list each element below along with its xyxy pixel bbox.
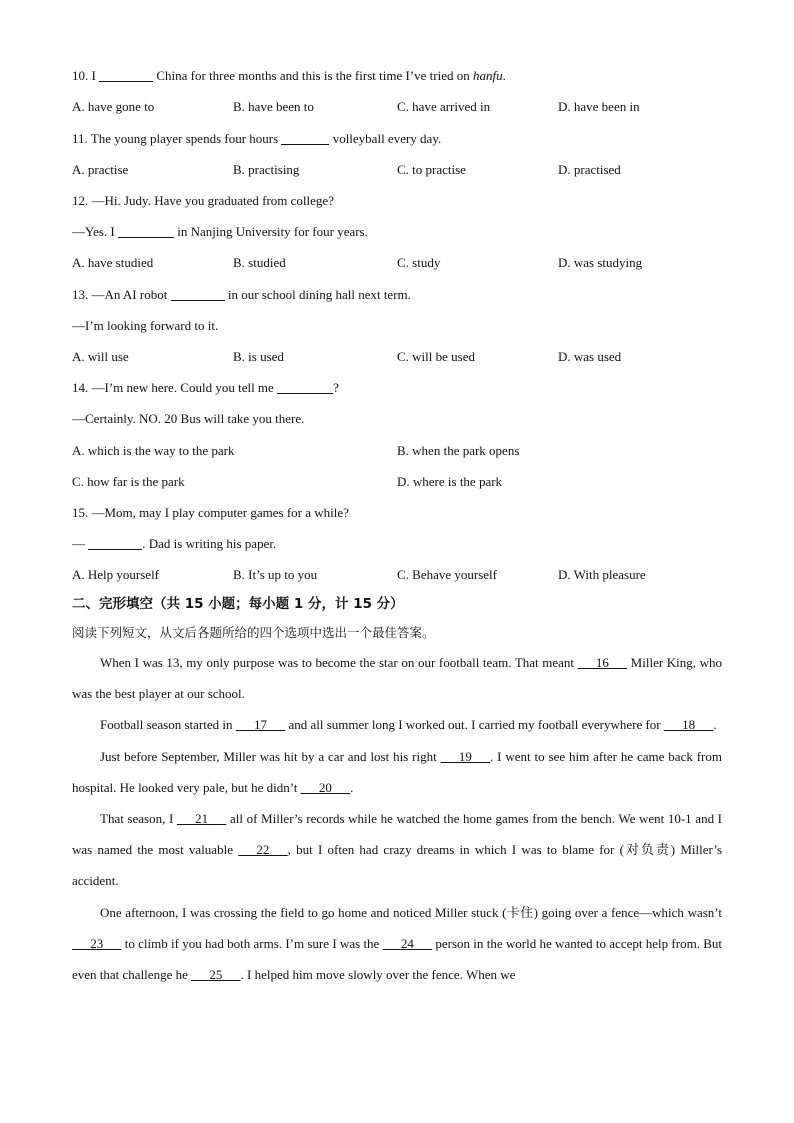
answer-blank xyxy=(118,224,174,238)
option-d: D. practised xyxy=(558,162,621,177)
question-14: 14. —I’m new here. Could you tell me ? xyxy=(72,380,339,395)
question-number: 12. xyxy=(72,193,89,208)
question-13-reply: —I’m looking forward to it. xyxy=(72,318,219,333)
cloze-passage xyxy=(72,647,722,990)
question-15-reply: — . Dad is writing his paper. xyxy=(72,536,277,551)
answer-blank xyxy=(88,536,142,550)
blank-18: 18 xyxy=(682,717,696,733)
question-11: 11. The young player spends four hours volleyball every day. xyxy=(72,131,442,146)
blank-22: 22 xyxy=(256,842,270,858)
blank-23: 23 xyxy=(90,935,104,951)
blank-17: 17 xyxy=(253,717,267,733)
option-a: A. will use xyxy=(72,349,129,364)
option-c: C. study xyxy=(397,255,441,270)
option-d: D. was studying xyxy=(558,255,643,270)
question-13: 13. —An AI robot in our school dining hall next term. xyxy=(72,287,411,302)
option-d: D. was used xyxy=(558,349,622,364)
question-number: 14. xyxy=(72,380,89,395)
option-c: C. will be used xyxy=(397,349,475,364)
option-c: C. Behave yourself xyxy=(397,567,498,582)
answer-blank xyxy=(171,287,225,301)
blank-21: 21 xyxy=(195,811,209,827)
blank-20: 20 xyxy=(318,779,332,795)
paragraph-1: When I was 13, my only purpose was to become the star on our football team. That meant 16 Miller King, who was the best player at our school. xyxy=(72,655,723,702)
section-title: 二、完形填空（共 15 小题；每小题 1 分，计 15 分） xyxy=(72,596,404,612)
blank-24: 24 xyxy=(400,935,414,951)
section-instruction: 阅读下列短文，从文后各题所给的四个选项中选出一个最佳答案。 xyxy=(72,625,435,640)
option-a: A. have gone to xyxy=(72,99,155,114)
question-15: 15. —Mom, may I play computer games for a while? xyxy=(72,505,349,520)
option-d: D. where is the park xyxy=(397,474,503,489)
option-c: C. to practise xyxy=(397,162,466,177)
answer-blank xyxy=(99,68,153,82)
question-number: 11. xyxy=(72,131,88,146)
answer-blank xyxy=(281,131,329,145)
option-b: B. when the park opens xyxy=(397,443,520,458)
option-b: B. studied xyxy=(233,255,286,270)
option-d: D. With pleasure xyxy=(558,567,646,582)
question-14-reply: —Certainly. NO. 20 Bus will take you there. xyxy=(72,411,305,426)
blank-16: 16 xyxy=(595,655,609,670)
option-a: A. Help yourself xyxy=(72,567,160,582)
question-10: 10. I China for three months and this is the first time I’ve tried on hanfu. xyxy=(72,68,506,83)
question-12-reply: —Yes. I in Nanjing University for four years. xyxy=(72,224,368,239)
option-a: A. practise xyxy=(72,162,129,177)
option-b: B. It’s up to you xyxy=(233,567,318,582)
question-number: 10. xyxy=(72,68,89,83)
answer-blank xyxy=(277,380,333,394)
option-b: B. practising xyxy=(233,162,300,177)
question-number: 13. xyxy=(72,287,89,302)
option-c: C. how far is the park xyxy=(72,474,185,489)
paragraph-2: Football season started in 17 and all summer long I worked out. I carried my football everywhere for 18 . xyxy=(100,717,717,733)
question-number: 15. xyxy=(72,505,89,520)
question-12: 12. —Hi. Judy. Have you graduated from college? xyxy=(72,193,334,208)
blank-25: 25 xyxy=(209,967,223,983)
option-a: A. which is the way to the park xyxy=(72,443,235,458)
option-d: D. have been in xyxy=(558,99,640,114)
paragraph-4: That season, I 21 all of Miller’s records while he watched the home games from the bench. We went 10-1 and I was named the most valuable 22 , but I often had crazy dreams in which I was to blame for (对负责) Miller’s accident. xyxy=(72,811,723,889)
paragraph-5: One afternoon, I was crossing the field to go home and noticed Miller stuck (卡住) going over a fence—which wasn’t 23 to climb if you had both arms. I’m sure I was the 24 person in the world he wanted to accept help from. But even that challenge he 25 . I helped him move slowly over the fence. When we xyxy=(72,904,723,983)
option-b: B. is used xyxy=(233,349,284,364)
paragraph-3: Just before September, Miller was hit by a car and lost his right 19 . I went to see him after he came back from hospital. He looked very pale, but he didn’t 20 . xyxy=(72,748,722,795)
blank-19: 19 xyxy=(458,748,472,764)
option-a: A. have studied xyxy=(72,255,154,270)
option-c: C. have arrived in xyxy=(397,99,491,114)
option-b: B. have been to xyxy=(233,99,314,114)
